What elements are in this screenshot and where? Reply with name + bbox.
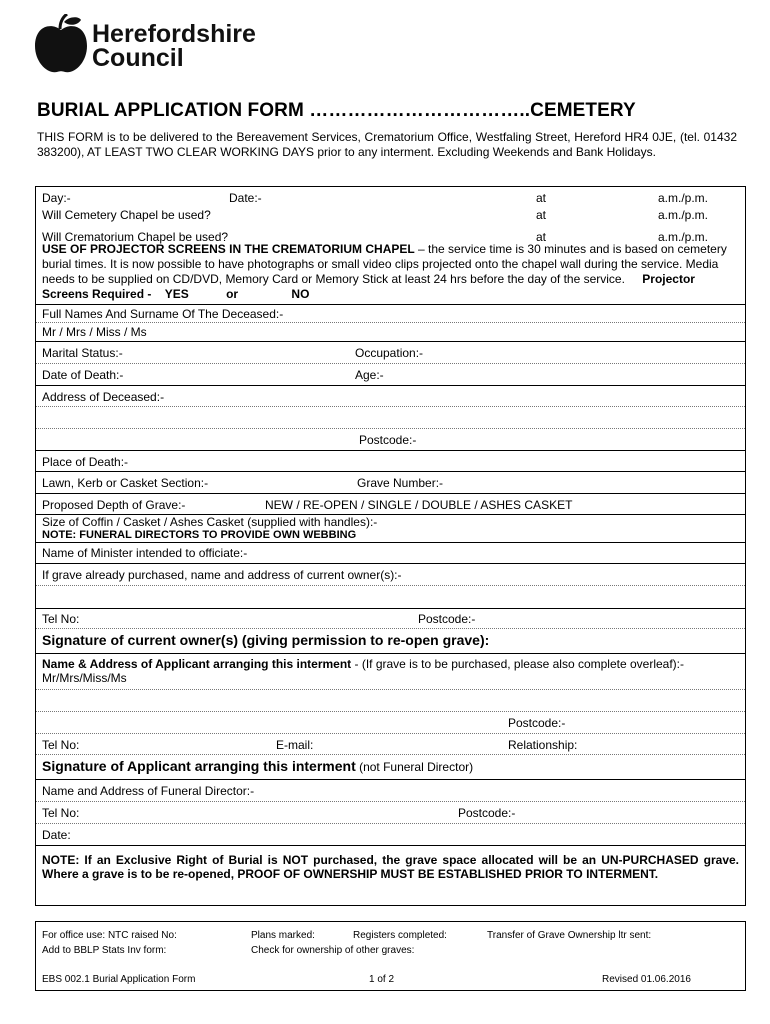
projector-required-label: Projector Screens Required - xyxy=(42,272,695,301)
office-use-box xyxy=(35,921,746,991)
ampm-label: a.m./p.m. xyxy=(658,208,709,222)
projector-heading: USE OF PROJECTOR SCREENS IN THE CREMATORIUM CHAPEL xyxy=(42,242,415,256)
projector-no[interactable]: NO xyxy=(291,287,310,301)
date-of-death-label: Date of Death:- xyxy=(42,368,124,382)
depth-row[interactable] xyxy=(36,493,745,515)
council-logo-text xyxy=(92,22,256,70)
coffin-row[interactable] xyxy=(36,514,745,543)
applicant-note: - (If grave is to be purchased, please also complete overleaf):- xyxy=(351,657,685,671)
death-row[interactable] xyxy=(36,363,745,386)
owner-row[interactable] xyxy=(36,563,745,586)
minister-label: Name of Minister intended to officiate:- xyxy=(42,546,248,560)
applicant-signature-row[interactable] xyxy=(36,754,745,780)
full-names-label: Full Names And Surname Of The Deceased:- xyxy=(42,307,284,321)
crematorium-chapel-label: Will Crematorium Chapel be used? xyxy=(42,230,229,244)
ampm-label: a.m./p.m. xyxy=(658,191,709,205)
postcode-label: Postcode:- xyxy=(359,433,417,447)
owner-signature-label: Signature of current owner(s) (giving permission to re-open grave): xyxy=(42,632,490,648)
ampm-label: a.m./p.m. xyxy=(658,230,709,244)
logo-line-2: Council xyxy=(92,44,184,72)
grave-number-label: Grave Number:- xyxy=(357,476,444,490)
postcode-label: Postcode:- xyxy=(418,612,476,626)
applicant-line-2[interactable] xyxy=(36,689,745,712)
titles-row[interactable] xyxy=(36,322,745,342)
deceased-name-row[interactable] xyxy=(36,304,745,323)
funeral-director-label: Name and Address of Funeral Director:- xyxy=(42,784,255,798)
at-label: at xyxy=(536,230,547,244)
place-of-death-row[interactable] xyxy=(36,450,745,472)
revised-date: Revised 01.06.2016 xyxy=(602,974,691,985)
applicant-signature-label: Signature of Applicant arranging this interment xyxy=(42,758,356,774)
address-line-2[interactable] xyxy=(36,406,745,429)
depth-options[interactable]: NEW / RE-OPEN / SINGLE / DOUBLE / ASHES CASKET xyxy=(265,498,573,512)
registers-label: Registers completed: xyxy=(353,930,447,941)
bblp-label: Add to BBLP Stats Inv form: xyxy=(42,945,167,956)
projector-text xyxy=(42,242,742,302)
owner-tel-row[interactable] xyxy=(36,608,745,629)
owner-signature-row[interactable] xyxy=(36,628,745,654)
check-ownership-label: Check for ownership of other graves: xyxy=(251,945,415,956)
depth-label: Proposed Depth of Grave:- xyxy=(42,498,186,512)
form-title: BURIAL APPLICATION FORM ……………………………..CEMETERY xyxy=(37,100,636,121)
occupation-label: Occupation:- xyxy=(355,346,424,360)
service-details-block xyxy=(36,187,745,305)
projector-body: – the service time is 30 minutes and is based on cemetery burial times. It is now possible to have photographs or small video clips projected onto the chapel wall during the service. Media needs to be supplied on CD/DVD, Memory Card or Memory Stick at least 24 hrs before the day of the service. xyxy=(42,242,727,286)
webbing-note: NOTE: FUNERAL DIRECTORS TO PROVIDE OWN WEBBING xyxy=(42,529,357,541)
form-frame xyxy=(35,186,746,906)
tel-label: Tel No: xyxy=(42,612,80,626)
postcode-label: Postcode:- xyxy=(508,716,566,730)
page-number: 1 of 2 xyxy=(369,974,395,985)
coffin-size-label: Size of Coffin / Casket / Ashes Casket (supplied with handles):- xyxy=(42,515,378,529)
applicant-postcode-row[interactable] xyxy=(36,711,745,734)
section-row[interactable] xyxy=(36,471,745,494)
at-label: at xyxy=(536,191,547,205)
owner-label: If grave already purchased, name and address of current owner(s):- xyxy=(42,568,402,582)
logo-line-1: Herefordshire xyxy=(92,20,256,48)
at-label: at xyxy=(536,208,547,222)
fd-tel-row[interactable] xyxy=(36,801,745,824)
not-fd-label: (not Funeral Director) xyxy=(355,760,474,774)
applicant-heading: Name & Address of Applicant arranging this interment xyxy=(42,657,352,671)
office-use-label: For office use: NTC raised No: xyxy=(42,930,177,941)
titles-label: Mr / Mrs / Miss / Ms xyxy=(42,325,147,339)
intro-text: THIS FORM is to be delivered to the Bereavement Services, Crematorium Office, Westfaling Street, Hereford HR4 0JE, (tel. 01432 383200), AT LEAST TWO CLEAR WORKING DAYS prior to any interment. Excluding Weekends and Bank Holidays. xyxy=(37,130,737,159)
marital-row[interactable] xyxy=(36,341,745,364)
date-field-label: Date: xyxy=(42,828,71,842)
transfer-label: Transfer of Grave Ownership ltr sent: xyxy=(487,930,652,941)
final-note: NOTE: If an Exclusive Right of Burial is NOT purchased, the grave space allocated will be an UN-PURCHASED grave. Where a grave is to be re-opened, PROOF OF OWNERSHIP MUST BE ESTABLISHED PRIOR TO INTERMENT. xyxy=(42,853,739,881)
applicant-titles: Mr/Mrs/Miss/Ms xyxy=(42,671,127,685)
relationship-label: Relationship: xyxy=(508,738,578,752)
postcode-label: Postcode:- xyxy=(458,806,516,820)
apple-icon xyxy=(33,14,89,74)
email-label: E-mail: xyxy=(276,738,314,752)
applicant-row[interactable] xyxy=(36,653,745,690)
tel-label: Tel No: xyxy=(42,738,80,752)
projector-or: or xyxy=(226,287,239,301)
address-deceased-label: Address of Deceased:- xyxy=(42,390,165,404)
address-row[interactable] xyxy=(36,385,745,407)
funeral-director-row[interactable] xyxy=(36,779,745,802)
applicant-contact-row[interactable] xyxy=(36,733,745,755)
cemetery-chapel-label: Will Cemetery Chapel be used? xyxy=(42,208,211,222)
projector-yes[interactable]: YES xyxy=(164,287,189,301)
date-label: Date:- xyxy=(229,191,262,205)
marital-status-label: Marital Status:- xyxy=(42,346,123,360)
age-label: Age:- xyxy=(355,368,384,382)
section-label: Lawn, Kerb or Casket Section:- xyxy=(42,476,209,490)
place-of-death-label: Place of Death:- xyxy=(42,455,129,469)
day-label: Day:- xyxy=(42,191,71,205)
postcode-row[interactable] xyxy=(36,428,745,451)
form-reference: EBS 002.1 Burial Application Form xyxy=(42,974,196,985)
owner-line-2[interactable] xyxy=(36,585,745,609)
plans-marked-label: Plans marked: xyxy=(251,930,315,941)
date-row[interactable] xyxy=(36,823,745,846)
tel-label: Tel No: xyxy=(42,806,80,820)
minister-row[interactable] xyxy=(36,542,745,564)
